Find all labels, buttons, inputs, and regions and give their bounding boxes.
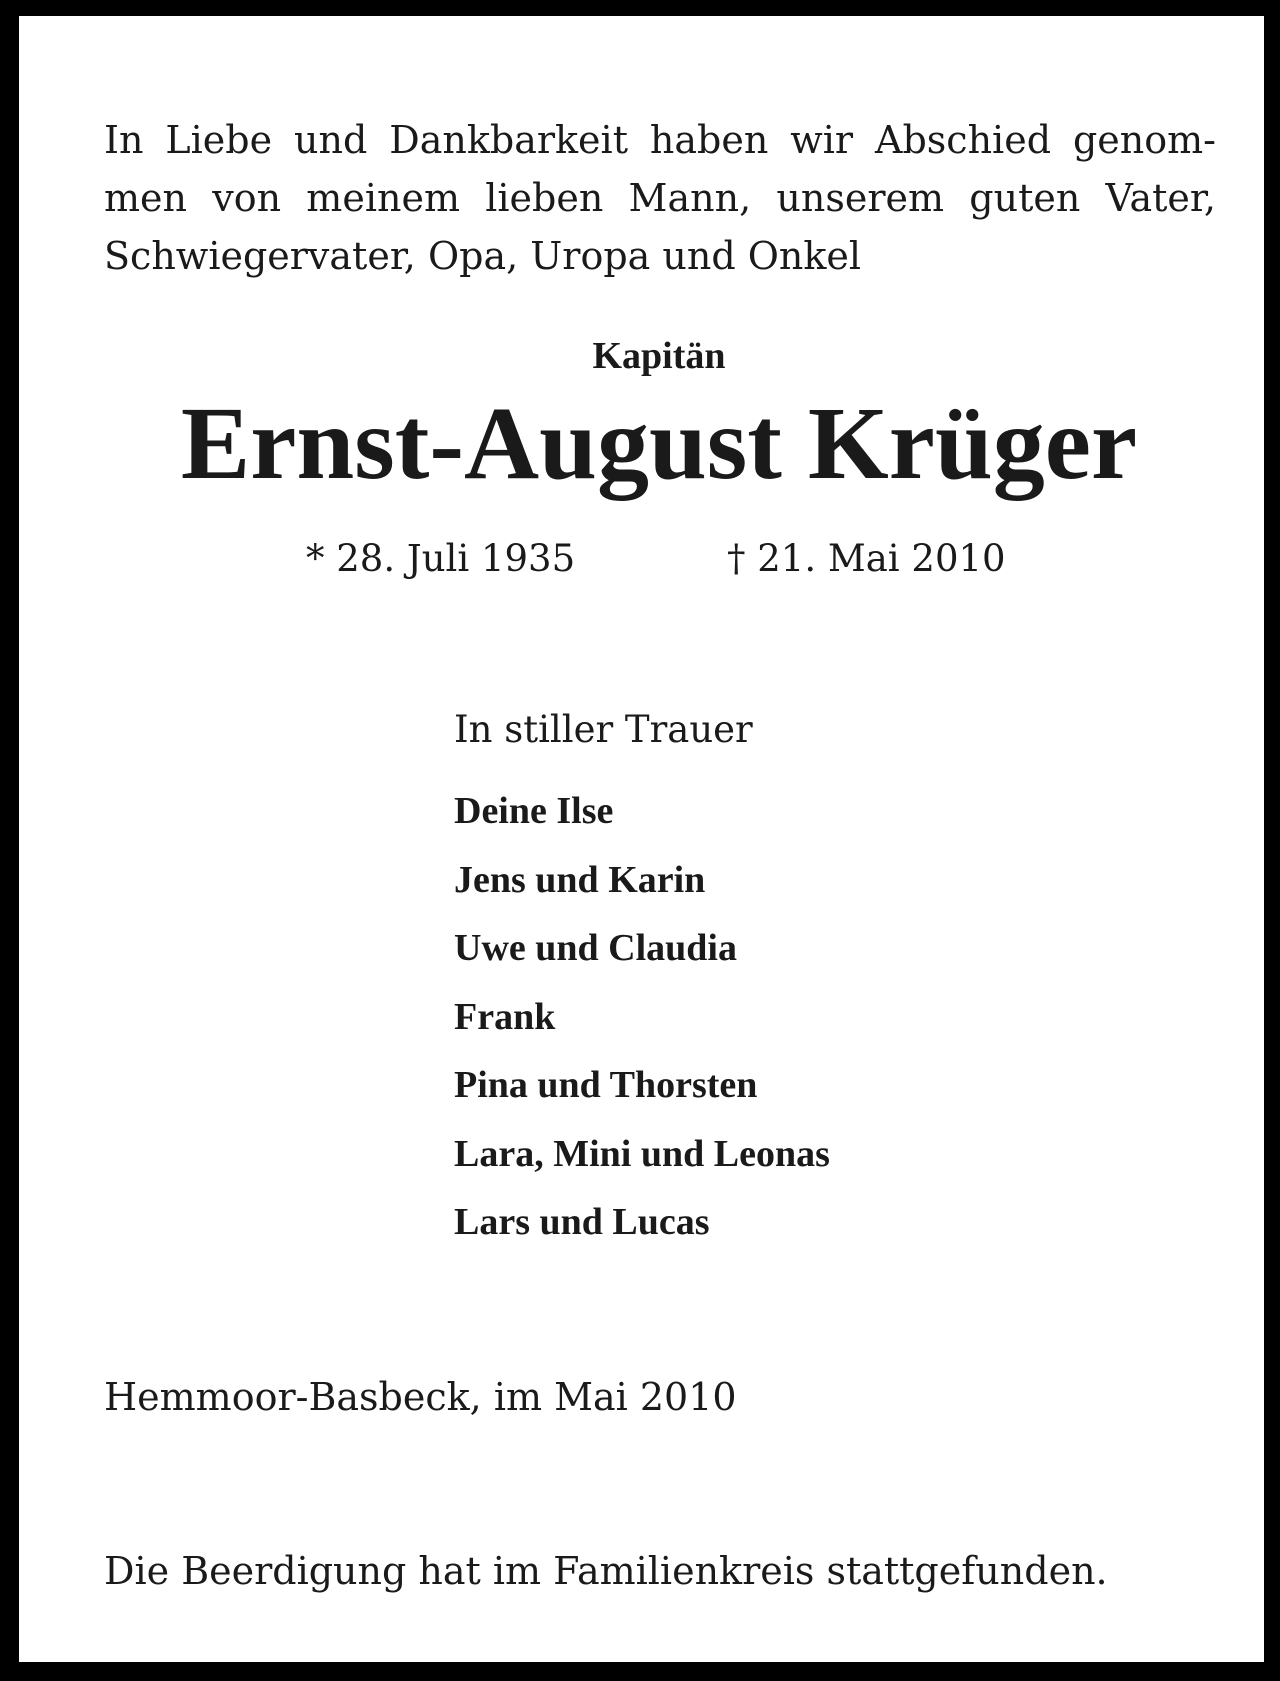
deceased-title: Kapitän [592, 335, 726, 377]
death-date: † 21. Mai 2010 [727, 537, 1006, 580]
mourner-item: Frank [454, 995, 556, 1038]
intro-paragraph [104, 111, 1216, 285]
life-dates [19, 534, 1280, 584]
intro-line: men von meinem lieben Mann, unserem guten Vater, [104, 176, 1216, 220]
burial-note: Die Beerdigung hat im Familienkreis stattgefunden. [104, 1549, 1108, 1593]
mourner-item: Lara, Mini und Leonas [454, 1132, 830, 1175]
place-date: Hemmoor-Basbeck, im Mai 2010 [104, 1375, 737, 1419]
mourner-item: Uwe und Claudia [454, 927, 737, 969]
intro-line: Schwiegervater, Opa, Uropa und Onkel [104, 234, 862, 278]
mourner-item: Pina und Thorsten [454, 1064, 758, 1106]
mourners-block [454, 706, 830, 1257]
mourner-item: Lars und Lucas [454, 1201, 710, 1243]
birth-date: * 28. Juli 1935 [306, 537, 576, 580]
intro-line: In Liebe und Dankbarkeit haben wir Abschied genom- [104, 118, 1216, 162]
deceased-name: Ernst-August Krüger [180, 386, 1138, 501]
mourning-intro: In stiller Trauer [454, 708, 753, 751]
mourner-item: Deine Ilse [454, 790, 614, 832]
mourner-item: Jens und Karin [454, 858, 706, 901]
mourners-list [454, 777, 830, 1257]
